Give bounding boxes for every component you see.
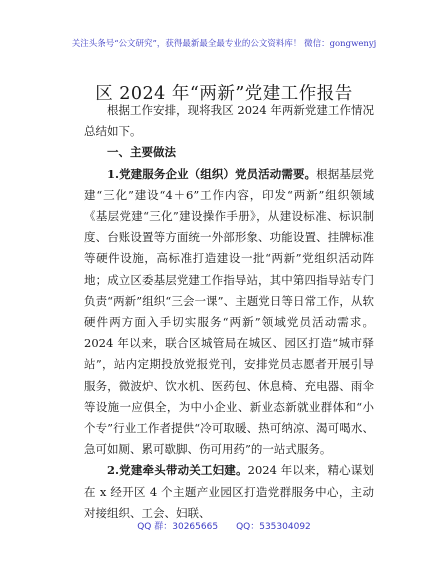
paragraph-2-lead: 2.党建牵头带动关工妇建。 — [107, 463, 248, 478]
footer-contact — [0, 519, 448, 532]
section-heading: 一、主要做法 — [107, 145, 176, 160]
paragraph-2-text: 2024 年以来，精心谋划在 x 经开区 4 个主题产业园区打造党群服务中心，主动对接组织、工会、妇联、 — [84, 463, 375, 520]
document-title: 区 2024 年“两新”党建工作报告 — [95, 84, 353, 104]
paragraph-1-text: 根据基层党建“三化”建设“4＋6”工作内容，印发“两新”组织领域《基层党建“三化”建设操作手册》，从建设标准、标识制度、台账设置等方面统一外部形象、功能设置、挂牌标准等硬件设施，高标准打造建设一批“两新”党组织活动阵地；成立区委基层党建工作指导站，其中第四指导站专门负责“两新”组织“三会一课”、主题党日等日常工作，从软硬件两方面入手切实服务“两新”领域党员活动需求。2024 年以来，联合区城管局在城区、园区打造“城市驿站”，站内定期投放党报党刊，安排党员志愿者开展引导服务，微波炉、饮水机、医药包、休息椅、充电器、雨伞等设施一应俱全，为中小企业、新业态新就业群体和“小个专”行业工作者提供“冷可取暖、热可纳凉、渴可喝水、急可如厕、累可歇脚、伤可用药”的一站式服务。 — [84, 166, 375, 457]
header-promo-note: 关注头条号“公文研究”，获得最新最全最专业的公文资料库！ 微信：gongwenyj — [71, 39, 377, 49]
paragraph-1-lead: 1.党建服务企业（组织）党员活动需要。 — [107, 166, 317, 181]
footer-qq: QQ：535304092 — [236, 522, 311, 532]
paragraph-1 — [84, 164, 374, 461]
footer-qq-group: QQ 群：30265665 — [137, 522, 219, 532]
paragraph-2 — [84, 460, 374, 524]
intro-paragraph: 根据工作安排，现将我区 2024 年两新党建工作情况总结如下。 — [84, 103, 374, 139]
document-body — [84, 100, 374, 524]
